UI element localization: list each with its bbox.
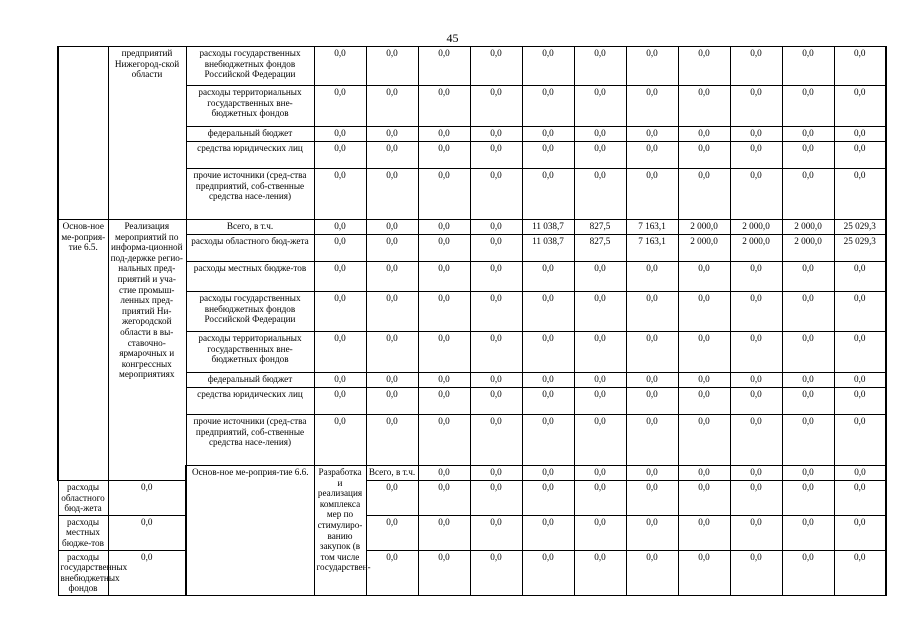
value-cell: 0,0 bbox=[522, 466, 574, 481]
value-cell: 0,0 bbox=[522, 142, 574, 169]
budget-table bbox=[57, 46, 887, 596]
value-cell: 0,0 bbox=[730, 332, 782, 373]
value-cell: 0,0 bbox=[678, 47, 730, 86]
measure-name-cell: Разработка и реализация комплекса мер по стимулиро-ванию закупок (в том числе государствен- bbox=[314, 466, 366, 596]
value-cell: 0,0 bbox=[574, 466, 626, 481]
value-cell: 0,0 bbox=[574, 86, 626, 127]
value-cell: 0,0 bbox=[626, 127, 678, 142]
value-cell: 25 029,3 bbox=[834, 235, 886, 262]
value-cell: 0,0 bbox=[418, 292, 470, 332]
value-cell: 7 163,1 bbox=[626, 235, 678, 262]
value-cell: 0,0 bbox=[314, 373, 366, 388]
value-cell: 0,0 bbox=[834, 415, 886, 466]
value-cell: 0,0 bbox=[314, 86, 366, 127]
value-cell: 0,0 bbox=[418, 169, 470, 220]
value-cell: 0,0 bbox=[366, 415, 418, 466]
value-cell: 0,0 bbox=[678, 142, 730, 169]
value-cell: 2 000,0 bbox=[730, 220, 782, 235]
value-cell: 0,0 bbox=[574, 127, 626, 142]
value-cell: 25 029,3 bbox=[834, 220, 886, 235]
measure-code-cell: Основ-ное ме-роприя-тие 6.6. bbox=[186, 466, 314, 596]
value-cell: 0,0 bbox=[574, 169, 626, 220]
value-cell: 827,5 bbox=[574, 220, 626, 235]
measure-code-cell: Основ-ное ме-роприя-тие 6.5. bbox=[58, 220, 108, 481]
value-cell: 0,0 bbox=[522, 515, 574, 550]
funding-source-cell: расходы местных бюдже-тов bbox=[58, 515, 108, 550]
value-cell: 0,0 bbox=[470, 127, 522, 142]
value-cell: 0,0 bbox=[782, 292, 834, 332]
value-cell: 0,0 bbox=[782, 515, 834, 550]
value-cell: 0,0 bbox=[366, 292, 418, 332]
value-cell: 0,0 bbox=[834, 481, 886, 516]
value-cell: 0,0 bbox=[470, 292, 522, 332]
value-cell: 0,0 bbox=[522, 169, 574, 220]
value-cell: 0,0 bbox=[366, 332, 418, 373]
value-cell: 0,0 bbox=[626, 550, 678, 595]
value-cell: 0,0 bbox=[626, 292, 678, 332]
value-cell: 0,0 bbox=[418, 332, 470, 373]
value-cell: 0,0 bbox=[678, 515, 730, 550]
value-cell: 0,0 bbox=[834, 142, 886, 169]
value-cell: 0,0 bbox=[678, 550, 730, 595]
value-cell: 0,0 bbox=[574, 388, 626, 415]
funding-source-cell: расходы государственных внебюджетных фондов Российской Федерации bbox=[186, 292, 314, 332]
value-cell: 0,0 bbox=[678, 169, 730, 220]
funding-source-cell: расходы государственных внебюджетных фондов Российской Федерации bbox=[186, 47, 314, 86]
value-cell: 0,0 bbox=[574, 373, 626, 388]
value-cell: 0,0 bbox=[522, 415, 574, 466]
value-cell: 0,0 bbox=[522, 481, 574, 516]
value-cell: 0,0 bbox=[678, 262, 730, 292]
value-cell: 0,0 bbox=[834, 373, 886, 388]
value-cell: 0,0 bbox=[314, 332, 366, 373]
value-cell: 0,0 bbox=[522, 388, 574, 415]
value-cell: 2 000,0 bbox=[678, 235, 730, 262]
value-cell: 0,0 bbox=[730, 388, 782, 415]
value-cell: 2 000,0 bbox=[782, 220, 834, 235]
value-cell: 0,0 bbox=[470, 332, 522, 373]
value-cell: 0,0 bbox=[626, 86, 678, 127]
value-cell: 0,0 bbox=[782, 47, 834, 86]
value-cell: 0,0 bbox=[626, 481, 678, 516]
value-cell: 0,0 bbox=[730, 86, 782, 127]
value-cell: 0,0 bbox=[366, 169, 418, 220]
value-cell: 0,0 bbox=[314, 292, 366, 332]
value-cell: 0,0 bbox=[314, 127, 366, 142]
value-cell: 0,0 bbox=[574, 481, 626, 516]
value-cell: 0,0 bbox=[418, 415, 470, 466]
table-row bbox=[58, 47, 886, 86]
value-cell: 0,0 bbox=[522, 262, 574, 292]
funding-source-cell: прочие источники (сред-ства предприятий, соб-ственные средства насе-ления) bbox=[186, 415, 314, 466]
value-cell: 0,0 bbox=[418, 86, 470, 127]
value-cell: 0,0 bbox=[730, 47, 782, 86]
table-row bbox=[58, 550, 886, 595]
value-cell: 0,0 bbox=[366, 235, 418, 262]
value-cell: 0,0 bbox=[314, 169, 366, 220]
value-cell: 0,0 bbox=[522, 332, 574, 373]
value-cell: 0,0 bbox=[678, 481, 730, 516]
measure-name-cell: Реализация мероприятий по информа-ционной под-держке регио-нальных пред-приятий и уча-стие промыш-ленных пред-приятий Ни-жегородской области в вы-ставочно-ярмарочных и конгрессных мероприятиях bbox=[108, 220, 186, 481]
value-cell: 0,0 bbox=[730, 373, 782, 388]
value-cell: 2 000,0 bbox=[730, 235, 782, 262]
value-cell: 0,0 bbox=[678, 415, 730, 466]
value-cell: 0,0 bbox=[418, 481, 470, 516]
value-cell: 0,0 bbox=[730, 481, 782, 516]
value-cell: 0,0 bbox=[366, 86, 418, 127]
value-cell: 0,0 bbox=[678, 86, 730, 127]
value-cell: 0,0 bbox=[678, 466, 730, 481]
value-cell: 0,0 bbox=[314, 220, 366, 235]
funding-source-cell: расходы областного бюд-жета bbox=[58, 481, 108, 516]
funding-source-cell: федеральный бюджет bbox=[186, 127, 314, 142]
value-cell: 0,0 bbox=[574, 515, 626, 550]
value-cell: 0,0 bbox=[366, 127, 418, 142]
value-cell: 0,0 bbox=[834, 262, 886, 292]
value-cell: 0,0 bbox=[366, 220, 418, 235]
value-cell: 0,0 bbox=[782, 262, 834, 292]
value-cell: 0,0 bbox=[470, 142, 522, 169]
value-cell: 0,0 bbox=[834, 466, 886, 481]
value-cell: 0,0 bbox=[782, 481, 834, 516]
value-cell: 0,0 bbox=[470, 169, 522, 220]
funding-source-cell: прочие источники (сред-ства предприятий, соб-ственные средства насе-ления) bbox=[186, 169, 314, 220]
value-cell: 0,0 bbox=[678, 292, 730, 332]
value-cell: 0,0 bbox=[678, 373, 730, 388]
value-cell: 0,0 bbox=[782, 169, 834, 220]
value-cell: 0,0 bbox=[366, 481, 418, 516]
value-cell: 0,0 bbox=[782, 415, 834, 466]
value-cell: 0,0 bbox=[626, 373, 678, 388]
value-cell: 0,0 bbox=[574, 292, 626, 332]
value-cell: 0,0 bbox=[470, 220, 522, 235]
value-cell: 0,0 bbox=[626, 169, 678, 220]
value-cell: 0,0 bbox=[418, 388, 470, 415]
value-cell: 0,0 bbox=[418, 262, 470, 292]
value-cell: 0,0 bbox=[574, 47, 626, 86]
value-cell: 0,0 bbox=[782, 373, 834, 388]
value-cell: 0,0 bbox=[678, 127, 730, 142]
value-cell: 2 000,0 bbox=[782, 235, 834, 262]
value-cell: 0,0 bbox=[574, 262, 626, 292]
value-cell: 0,0 bbox=[522, 47, 574, 86]
value-cell: 0,0 bbox=[418, 466, 470, 481]
table-row bbox=[58, 220, 886, 235]
value-cell: 0,0 bbox=[522, 127, 574, 142]
value-cell: 0,0 bbox=[782, 388, 834, 415]
funding-source-cell: расходы областного бюд-жета bbox=[186, 235, 314, 262]
value-cell: 0,0 bbox=[626, 262, 678, 292]
value-cell: 0,0 bbox=[418, 220, 470, 235]
value-cell: 0,0 bbox=[626, 142, 678, 169]
measure-name-cell: предприятий Нижегород-ской области bbox=[108, 47, 186, 220]
value-cell: 0,0 bbox=[626, 332, 678, 373]
value-cell: 0,0 bbox=[108, 481, 186, 516]
value-cell: 0,0 bbox=[730, 142, 782, 169]
value-cell: 0,0 bbox=[366, 142, 418, 169]
table-row bbox=[58, 515, 886, 550]
value-cell: 0,0 bbox=[314, 235, 366, 262]
value-cell: 0,0 bbox=[626, 388, 678, 415]
value-cell: 0,0 bbox=[730, 550, 782, 595]
value-cell: 0,0 bbox=[470, 373, 522, 388]
value-cell: 0,0 bbox=[834, 127, 886, 142]
value-cell: 0,0 bbox=[730, 169, 782, 220]
value-cell: 0,0 bbox=[470, 466, 522, 481]
value-cell: 0,0 bbox=[418, 127, 470, 142]
value-cell: 0,0 bbox=[470, 415, 522, 466]
value-cell: 0,0 bbox=[678, 332, 730, 373]
value-cell: 0,0 bbox=[418, 47, 470, 86]
value-cell: 11 038,7 bbox=[522, 235, 574, 262]
funding-source-cell: Всего, в т.ч. bbox=[186, 220, 314, 235]
funding-source-cell: Всего, в т.ч. bbox=[366, 466, 418, 481]
value-cell: 0,0 bbox=[626, 466, 678, 481]
value-cell: 0,0 bbox=[834, 47, 886, 86]
value-cell: 0,0 bbox=[314, 388, 366, 415]
value-cell: 0,0 bbox=[678, 388, 730, 415]
value-cell: 0,0 bbox=[574, 415, 626, 466]
measure-code-cell bbox=[58, 47, 108, 220]
funding-source-cell: расходы территориальных государственных вне-бюджетных фондов bbox=[186, 86, 314, 127]
value-cell: 2 000,0 bbox=[678, 220, 730, 235]
value-cell: 0,0 bbox=[522, 373, 574, 388]
value-cell: 827,5 bbox=[574, 235, 626, 262]
funding-source-cell: расходы территориальных государственных вне-бюджетных фондов bbox=[186, 332, 314, 373]
value-cell: 0,0 bbox=[366, 262, 418, 292]
value-cell: 0,0 bbox=[782, 86, 834, 127]
value-cell: 0,0 bbox=[730, 262, 782, 292]
value-cell: 0,0 bbox=[834, 86, 886, 127]
value-cell: 0,0 bbox=[730, 515, 782, 550]
value-cell: 0,0 bbox=[366, 47, 418, 86]
value-cell: 0,0 bbox=[470, 235, 522, 262]
value-cell: 0,0 bbox=[470, 262, 522, 292]
value-cell: 0,0 bbox=[418, 515, 470, 550]
value-cell: 0,0 bbox=[366, 388, 418, 415]
value-cell: 0,0 bbox=[782, 142, 834, 169]
value-cell: 0,0 bbox=[782, 127, 834, 142]
value-cell: 0,0 bbox=[418, 373, 470, 388]
value-cell: 0,0 bbox=[834, 515, 886, 550]
value-cell: 0,0 bbox=[730, 127, 782, 142]
page-number: 45 bbox=[446, 31, 459, 45]
value-cell: 0,0 bbox=[574, 550, 626, 595]
value-cell: 0,0 bbox=[522, 292, 574, 332]
value-cell: 0,0 bbox=[782, 332, 834, 373]
value-cell: 0,0 bbox=[626, 515, 678, 550]
value-cell: 0,0 bbox=[522, 550, 574, 595]
value-cell: 0,0 bbox=[782, 550, 834, 595]
value-cell: 0,0 bbox=[366, 373, 418, 388]
funding-source-cell: расходы государственных внебюджетных фондов bbox=[58, 550, 108, 595]
value-cell: 0,0 bbox=[470, 515, 522, 550]
value-cell: 11 038,7 bbox=[522, 220, 574, 235]
funding-source-cell: федеральный бюджет bbox=[186, 373, 314, 388]
value-cell: 0,0 bbox=[834, 388, 886, 415]
value-cell: 7 163,1 bbox=[626, 220, 678, 235]
value-cell: 0,0 bbox=[834, 550, 886, 595]
funding-source-cell: расходы местных бюдже-тов bbox=[186, 262, 314, 292]
funding-source-cell: средства юридических лиц bbox=[186, 388, 314, 415]
value-cell: 0,0 bbox=[314, 415, 366, 466]
value-cell: 0,0 bbox=[418, 235, 470, 262]
value-cell: 0,0 bbox=[108, 550, 186, 595]
value-cell: 0,0 bbox=[470, 550, 522, 595]
value-cell: 0,0 bbox=[470, 86, 522, 127]
value-cell: 0,0 bbox=[626, 47, 678, 86]
value-cell: 0,0 bbox=[366, 515, 418, 550]
value-cell: 0,0 bbox=[730, 415, 782, 466]
value-cell: 0,0 bbox=[314, 142, 366, 169]
value-cell: 0,0 bbox=[574, 142, 626, 169]
value-cell: 0,0 bbox=[730, 466, 782, 481]
value-cell: 0,0 bbox=[834, 332, 886, 373]
value-cell: 0,0 bbox=[470, 388, 522, 415]
value-cell: 0,0 bbox=[418, 142, 470, 169]
value-cell: 0,0 bbox=[314, 262, 366, 292]
value-cell: 0,0 bbox=[834, 292, 886, 332]
value-cell: 0,0 bbox=[470, 481, 522, 516]
value-cell: 0,0 bbox=[730, 292, 782, 332]
value-cell: 0,0 bbox=[366, 550, 418, 595]
value-cell: 0,0 bbox=[418, 550, 470, 595]
value-cell: 0,0 bbox=[314, 47, 366, 86]
value-cell: 0,0 bbox=[574, 332, 626, 373]
value-cell: 0,0 bbox=[470, 47, 522, 86]
value-cell: 0,0 bbox=[834, 169, 886, 220]
value-cell: 0,0 bbox=[626, 415, 678, 466]
value-cell: 0,0 bbox=[108, 515, 186, 550]
table-row bbox=[58, 481, 886, 516]
funding-source-cell: средства юридических лиц bbox=[186, 142, 314, 169]
value-cell: 0,0 bbox=[522, 86, 574, 127]
value-cell: 0,0 bbox=[782, 466, 834, 481]
